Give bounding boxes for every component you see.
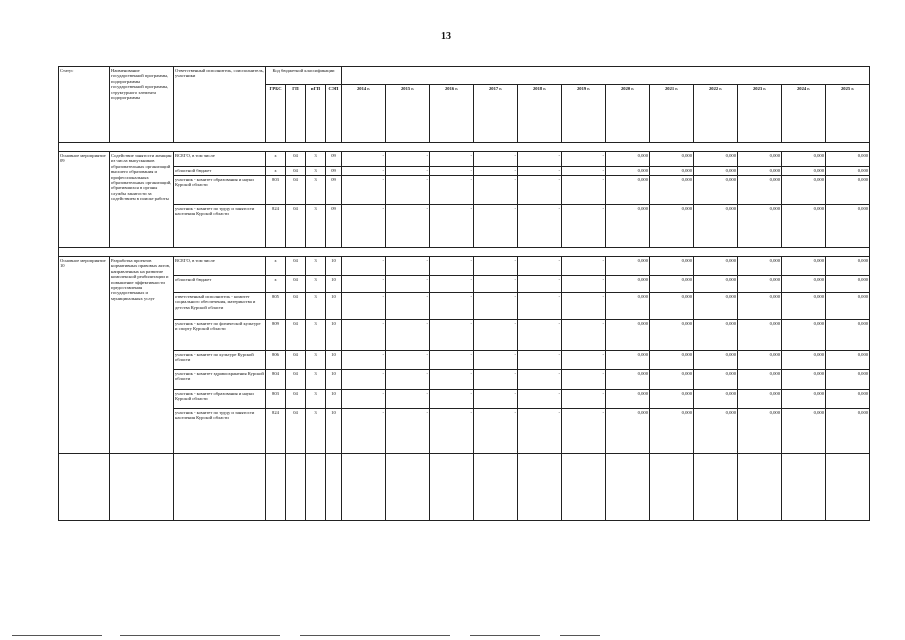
year-value-cell: - xyxy=(474,293,518,320)
table-row xyxy=(59,176,870,205)
table-row xyxy=(59,351,870,370)
year-value-cell: 0,000 xyxy=(782,257,826,276)
table-row xyxy=(59,276,870,293)
year-value-cell: 0,000 xyxy=(738,167,782,176)
year-value-cell: - xyxy=(562,276,606,293)
code-sep-cell: 09 xyxy=(326,176,342,205)
header-responsible: Ответственный исполнитель, соисполнитель, участники xyxy=(174,67,266,143)
year-value-cell: - xyxy=(342,390,386,409)
responsible-cell: участник - комитет по физической культуре и спорту Курской области xyxy=(174,320,266,351)
year-value-cell: 0,000 xyxy=(826,320,870,351)
year-value-cell: 0,000 xyxy=(606,176,650,205)
year-value-cell: - xyxy=(386,409,430,454)
responsible-cell: областной бюджет xyxy=(174,276,266,293)
year-value-cell: 0,000 xyxy=(694,370,738,390)
code-sep-cell: 10 xyxy=(326,257,342,276)
header-year: 2021 г. xyxy=(650,85,694,143)
header-year: 2015 г. xyxy=(386,85,430,143)
year-value-cell: 0,000 xyxy=(738,390,782,409)
code-grbs-cell: 803 xyxy=(266,390,286,409)
table-row xyxy=(59,320,870,351)
scan-edge-artifact xyxy=(0,634,905,638)
year-value-cell: 0,000 xyxy=(694,351,738,370)
code-gp-cell: 04 xyxy=(286,351,306,370)
responsible-cell: участник - комитет здравоохранения Курской области xyxy=(174,370,266,390)
year-value-cell: 0,000 xyxy=(606,205,650,248)
year-value-cell: - xyxy=(518,293,562,320)
year-value-cell: - xyxy=(518,370,562,390)
budget-table xyxy=(58,66,870,521)
header-year: 2018 г. xyxy=(518,85,562,143)
year-value-cell: 0,000 xyxy=(738,257,782,276)
year-value-cell: 0,000 xyxy=(826,409,870,454)
code-pgp-cell: 3 xyxy=(306,167,326,176)
year-value-cell: - xyxy=(342,257,386,276)
header-status: Статус xyxy=(59,67,110,143)
header-year: 2016 г. xyxy=(430,85,474,143)
code-pgp-cell: 3 xyxy=(306,370,326,390)
year-value-cell: - xyxy=(430,276,474,293)
year-value-cell: 0,000 xyxy=(694,176,738,205)
year-value-cell: 0,000 xyxy=(826,390,870,409)
year-value-cell: 0,000 xyxy=(782,320,826,351)
code-pgp-cell: 3 xyxy=(306,276,326,293)
code-grbs-cell: 806 xyxy=(266,351,286,370)
year-value-cell: - xyxy=(386,176,430,205)
code-grbs-cell: 809 xyxy=(266,320,286,351)
year-value-cell: 0,000 xyxy=(826,152,870,167)
code-sep-cell: 09 xyxy=(326,152,342,167)
code-pgp-cell: 3 xyxy=(306,409,326,454)
header-year: 2017 г. xyxy=(474,85,518,143)
year-value-cell: - xyxy=(518,152,562,167)
code-pgp-cell: 3 xyxy=(306,390,326,409)
code-pgp-cell: 3 xyxy=(306,293,326,320)
year-value-cell: - xyxy=(474,176,518,205)
year-value-cell: - xyxy=(430,390,474,409)
code-sep-cell: 09 xyxy=(326,167,342,176)
header-year: 2019 г. xyxy=(562,85,606,143)
year-value-cell: - xyxy=(430,167,474,176)
year-value-cell: 0,000 xyxy=(606,152,650,167)
year-value-cell: 0,000 xyxy=(606,276,650,293)
code-gp-cell: 04 xyxy=(286,370,306,390)
year-value-cell: 0,000 xyxy=(826,370,870,390)
year-value-cell: - xyxy=(342,293,386,320)
table-row xyxy=(59,390,870,409)
year-value-cell: 0,000 xyxy=(650,167,694,176)
responsible-cell: участник - комитет образования и науки Курской области xyxy=(174,390,266,409)
table-row xyxy=(59,205,870,248)
code-sep-cell: 10 xyxy=(326,390,342,409)
year-value-cell: 0,000 xyxy=(826,167,870,176)
code-gp-cell: 04 xyxy=(286,390,306,409)
year-value-cell: - xyxy=(562,320,606,351)
year-value-cell: - xyxy=(518,320,562,351)
year-value-cell: 0,000 xyxy=(782,176,826,205)
year-value-cell: 0,000 xyxy=(650,351,694,370)
code-grbs-cell: х xyxy=(266,257,286,276)
header-year: 2023 г. xyxy=(738,85,782,143)
year-value-cell: - xyxy=(430,320,474,351)
header-year: 2024 г. xyxy=(782,85,826,143)
code-grbs-cell: 824 xyxy=(266,409,286,454)
year-value-cell: 0,000 xyxy=(650,257,694,276)
year-value-cell: 0,000 xyxy=(650,176,694,205)
year-value-cell: - xyxy=(342,320,386,351)
header-grbs: ГРБС xyxy=(266,85,286,143)
year-value-cell: 0,000 xyxy=(650,320,694,351)
year-value-cell: 0,000 xyxy=(826,293,870,320)
program-name-cell: Содействие занятости женщин из числа выпускников образовательных организаций высшего образования и профессиональных образовательных организаций, обратившихся в органы службы занятости за содействием в поиске работы xyxy=(110,152,174,248)
year-value-cell: - xyxy=(342,152,386,167)
code-sep-cell: 10 xyxy=(326,293,342,320)
year-value-cell: - xyxy=(386,320,430,351)
year-value-cell: - xyxy=(342,370,386,390)
year-value-cell: 0,000 xyxy=(694,409,738,454)
year-value-cell: - xyxy=(562,257,606,276)
header-year: 2025 г. xyxy=(826,85,870,143)
year-value-cell: 0,000 xyxy=(738,176,782,205)
year-value-cell: - xyxy=(474,257,518,276)
header-years-spacer xyxy=(342,67,870,85)
year-value-cell: 0,000 xyxy=(606,390,650,409)
year-value-cell: 0,000 xyxy=(782,293,826,320)
status-cell: Основное мероприятие 09 xyxy=(59,152,110,248)
header-gp: ГП xyxy=(286,85,306,143)
year-value-cell: 0,000 xyxy=(694,152,738,167)
year-value-cell: 0,000 xyxy=(782,351,826,370)
year-value-cell: 0,000 xyxy=(694,276,738,293)
code-grbs-cell: 805 xyxy=(266,293,286,320)
year-value-cell: - xyxy=(430,176,474,205)
table-row xyxy=(59,152,870,167)
code-pgp-cell: 3 xyxy=(306,152,326,167)
year-value-cell: - xyxy=(430,152,474,167)
year-value-cell: - xyxy=(342,351,386,370)
responsible-cell: ВСЕГО, в том числе xyxy=(174,152,266,167)
year-value-cell: 0,000 xyxy=(694,167,738,176)
year-value-cell: - xyxy=(386,276,430,293)
header-row xyxy=(59,67,870,85)
table-row xyxy=(59,257,870,276)
code-gp-cell: 04 xyxy=(286,409,306,454)
year-value-cell: - xyxy=(562,351,606,370)
header-year: 2020 г. xyxy=(606,85,650,143)
code-pgp-cell: 3 xyxy=(306,320,326,351)
year-value-cell: - xyxy=(518,276,562,293)
header-sep: СЭП xyxy=(326,85,342,143)
year-value-cell: - xyxy=(386,370,430,390)
year-value-cell: 0,000 xyxy=(606,351,650,370)
year-value-cell: - xyxy=(430,351,474,370)
year-value-cell: 0,000 xyxy=(782,390,826,409)
year-value-cell: 0,000 xyxy=(782,276,826,293)
trailing-row xyxy=(59,454,870,521)
code-grbs-cell: 824 xyxy=(266,205,286,248)
code-grbs-cell: 803 xyxy=(266,176,286,205)
responsible-cell: ВСЕГО, в том числе xyxy=(174,257,266,276)
year-value-cell: 0,000 xyxy=(826,351,870,370)
year-value-cell: - xyxy=(518,167,562,176)
responsible-cell: участник - комитет по труду и занятости населения Курской области xyxy=(174,409,266,454)
year-value-cell: - xyxy=(386,167,430,176)
code-grbs-cell: х xyxy=(266,152,286,167)
responsible-cell: областной бюджет xyxy=(174,167,266,176)
year-value-cell: - xyxy=(430,205,474,248)
year-value-cell: - xyxy=(474,205,518,248)
header-pgp: пГП xyxy=(306,85,326,143)
year-value-cell: 0,000 xyxy=(606,167,650,176)
code-pgp-cell: 3 xyxy=(306,257,326,276)
code-pgp-cell: 3 xyxy=(306,176,326,205)
year-value-cell: - xyxy=(430,370,474,390)
code-gp-cell: 04 xyxy=(286,176,306,205)
year-value-cell: - xyxy=(474,167,518,176)
year-value-cell: 0,000 xyxy=(606,370,650,390)
table-row xyxy=(59,409,870,454)
header-name: Наименование государственной программы, подпрограммы государственной программы, структурного элемента подпрограммы xyxy=(110,67,174,143)
year-value-cell: - xyxy=(386,257,430,276)
year-value-cell: 0,000 xyxy=(738,205,782,248)
responsible-cell: участник - комитет по труду и занятости населения Курской области xyxy=(174,205,266,248)
year-value-cell: - xyxy=(342,167,386,176)
year-value-cell: - xyxy=(386,152,430,167)
code-gp-cell: 04 xyxy=(286,167,306,176)
year-value-cell: 0,000 xyxy=(782,152,826,167)
responsible-cell: ответственный исполнитель - комитет социального обеспечения, материнства и детства Курской области xyxy=(174,293,266,320)
year-value-cell: - xyxy=(386,351,430,370)
code-gp-cell: 04 xyxy=(286,205,306,248)
header-budget-code: Код бюджетной классификации xyxy=(266,67,342,85)
code-sep-cell: 10 xyxy=(326,320,342,351)
year-value-cell: - xyxy=(474,409,518,454)
year-value-cell: - xyxy=(518,257,562,276)
code-pgp-cell: 3 xyxy=(306,351,326,370)
year-value-cell: - xyxy=(562,152,606,167)
code-pgp-cell: 3 xyxy=(306,205,326,248)
program-name-cell: Разработка проектов нормативных правовых актов, направленных на развитие комплексной реабилитации и повышение эффективности предоставления государственных и муниципальных услуг xyxy=(110,257,174,454)
year-value-cell: - xyxy=(474,390,518,409)
year-value-cell: 0,000 xyxy=(694,320,738,351)
year-value-cell: - xyxy=(562,293,606,320)
year-value-cell: - xyxy=(342,276,386,293)
year-value-cell: 0,000 xyxy=(738,293,782,320)
year-value-cell: - xyxy=(474,152,518,167)
year-value-cell: - xyxy=(474,351,518,370)
year-value-cell: 0,000 xyxy=(738,320,782,351)
page-number: 13 xyxy=(441,31,451,42)
year-value-cell: - xyxy=(386,205,430,248)
table-row xyxy=(59,293,870,320)
year-value-cell: - xyxy=(562,370,606,390)
year-value-cell: - xyxy=(518,351,562,370)
year-value-cell: 0,000 xyxy=(738,276,782,293)
header-year: 2022 г. xyxy=(694,85,738,143)
year-value-cell: 0,000 xyxy=(650,152,694,167)
year-value-cell: - xyxy=(342,205,386,248)
year-value-cell: 0,000 xyxy=(826,257,870,276)
year-value-cell: 0,000 xyxy=(650,293,694,320)
year-value-cell: - xyxy=(430,257,474,276)
year-value-cell: 0,000 xyxy=(738,351,782,370)
separator-row xyxy=(59,143,870,152)
year-value-cell: - xyxy=(474,276,518,293)
header-year: 2014 г. xyxy=(342,85,386,143)
code-sep-cell: 10 xyxy=(326,276,342,293)
year-value-cell: - xyxy=(386,293,430,320)
year-value-cell: - xyxy=(562,390,606,409)
year-value-cell: 0,000 xyxy=(606,257,650,276)
year-value-cell: 0,000 xyxy=(826,176,870,205)
status-cell: Основное мероприятие 10 xyxy=(59,257,110,454)
year-value-cell: 0,000 xyxy=(694,257,738,276)
code-sep-cell: 10 xyxy=(326,409,342,454)
code-gp-cell: 04 xyxy=(286,293,306,320)
code-sep-cell: 10 xyxy=(326,370,342,390)
year-value-cell: - xyxy=(518,390,562,409)
code-gp-cell: 04 xyxy=(286,276,306,293)
code-sep-cell: 09 xyxy=(326,205,342,248)
code-gp-cell: 04 xyxy=(286,320,306,351)
year-value-cell: - xyxy=(430,293,474,320)
year-value-cell: 0,000 xyxy=(782,409,826,454)
table-row xyxy=(59,167,870,176)
year-value-cell: - xyxy=(430,409,474,454)
year-value-cell: - xyxy=(562,205,606,248)
separator-row xyxy=(59,248,870,257)
code-grbs-cell: 804 xyxy=(266,370,286,390)
year-value-cell: 0,000 xyxy=(782,205,826,248)
year-value-cell: 0,000 xyxy=(606,409,650,454)
year-value-cell: 0,000 xyxy=(826,276,870,293)
year-value-cell: 0,000 xyxy=(782,167,826,176)
year-value-cell: 0,000 xyxy=(694,205,738,248)
year-value-cell: 0,000 xyxy=(650,370,694,390)
year-value-cell: - xyxy=(562,409,606,454)
year-value-cell: - xyxy=(518,176,562,205)
year-value-cell: - xyxy=(342,176,386,205)
year-value-cell: 0,000 xyxy=(606,293,650,320)
year-value-cell: 0,000 xyxy=(694,390,738,409)
year-value-cell: - xyxy=(562,167,606,176)
year-value-cell: 0,000 xyxy=(782,370,826,390)
year-value-cell: 0,000 xyxy=(650,276,694,293)
year-value-cell: 0,000 xyxy=(650,390,694,409)
year-value-cell: 0,000 xyxy=(694,293,738,320)
table-row xyxy=(59,370,870,390)
code-sep-cell: 10 xyxy=(326,351,342,370)
year-value-cell: - xyxy=(474,320,518,351)
year-value-cell: 0,000 xyxy=(738,152,782,167)
year-value-cell: - xyxy=(342,409,386,454)
year-value-cell: 0,000 xyxy=(738,409,782,454)
year-value-cell: - xyxy=(518,409,562,454)
year-value-cell: 0,000 xyxy=(650,205,694,248)
year-value-cell: 0,000 xyxy=(650,409,694,454)
year-value-cell: 0,000 xyxy=(738,370,782,390)
responsible-cell: участник - комитет по культуре Курской области xyxy=(174,351,266,370)
year-value-cell: - xyxy=(474,370,518,390)
year-value-cell: - xyxy=(386,390,430,409)
code-gp-cell: 04 xyxy=(286,152,306,167)
year-value-cell: 0,000 xyxy=(606,320,650,351)
year-value-cell: - xyxy=(518,205,562,248)
code-gp-cell: 04 xyxy=(286,257,306,276)
year-value-cell: - xyxy=(562,176,606,205)
code-grbs-cell: х xyxy=(266,167,286,176)
responsible-cell: участник - комитет образования и науки Курской области xyxy=(174,176,266,205)
code-grbs-cell: х xyxy=(266,276,286,293)
year-value-cell: 0,000 xyxy=(826,205,870,248)
